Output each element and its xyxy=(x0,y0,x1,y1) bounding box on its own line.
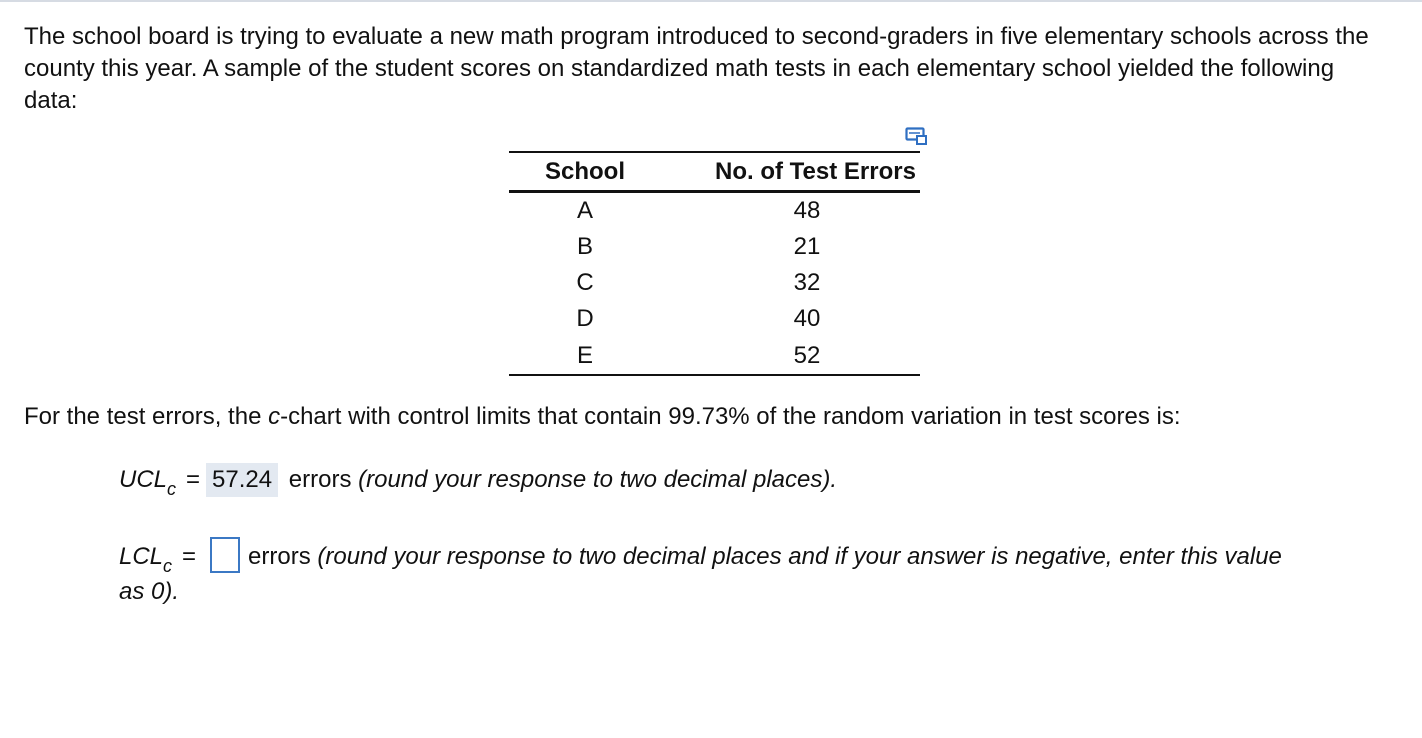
errors-cell: 52 xyxy=(661,337,920,375)
errors-cell: 32 xyxy=(793,269,821,296)
header-school: School xyxy=(509,152,661,192)
lcl-equals: = xyxy=(182,543,197,570)
problem-intro: The school board is trying to evaluate a new math program introduced to second-graders in five elementary schools across the county this year. A sample of the student scores on standardized math tests in each elementary school yielded the following data: xyxy=(24,23,1369,114)
errors-cell: 48 xyxy=(793,197,821,224)
errors-cell: 40 xyxy=(793,305,821,332)
copy-table-icon[interactable] xyxy=(905,127,929,147)
table-row xyxy=(509,192,920,230)
ucl-answer-line xyxy=(119,463,837,498)
lcl-subscript: c xyxy=(163,556,173,576)
table-row xyxy=(509,301,920,337)
ucl-label xyxy=(119,466,177,499)
ucl-subscript: c xyxy=(167,479,177,499)
lcl-answer-line xyxy=(119,537,1399,575)
lcl-unit: errors xyxy=(248,543,311,570)
school-cell: C xyxy=(576,269,594,296)
test-errors-table xyxy=(509,151,920,376)
school-cell: A xyxy=(576,197,593,224)
ucl-answer-value: 57.24 xyxy=(206,463,278,497)
ucl-unit: errors xyxy=(288,466,352,493)
lcl-instruction-part2: as 0). xyxy=(119,578,180,605)
school-cell: E xyxy=(509,337,661,375)
question-suffix: -chart with control limits that contain 99.73% of the random variation in test scores is: xyxy=(280,403,1181,430)
lcl-answer-input[interactable] xyxy=(210,537,240,573)
lcl-instruction-part1: (round your response to two decimal places and if your answer is negative, enter this value xyxy=(317,543,1282,570)
lcl-label-text: LCL xyxy=(119,543,164,570)
table-row xyxy=(509,229,920,265)
top-divider xyxy=(0,0,1422,2)
table-header-row xyxy=(509,152,920,192)
question-c-letter: c xyxy=(268,403,281,430)
question-text xyxy=(24,401,1181,433)
lcl-label xyxy=(119,543,173,576)
school-cell: B xyxy=(576,233,593,260)
school-cell: D xyxy=(576,305,594,332)
errors-cell: 21 xyxy=(793,233,821,260)
ucl-equals: = xyxy=(186,466,201,493)
ucl-instruction: (round your response to two decimal places). xyxy=(358,466,838,493)
question-prefix: For the test errors, the xyxy=(24,403,269,430)
table-row xyxy=(509,265,920,301)
lcl-answer-block xyxy=(119,537,1399,609)
header-test-errors: No. of Test Errors xyxy=(661,152,920,192)
ucl-label-text: UCL xyxy=(119,466,168,493)
table-row xyxy=(509,337,920,375)
